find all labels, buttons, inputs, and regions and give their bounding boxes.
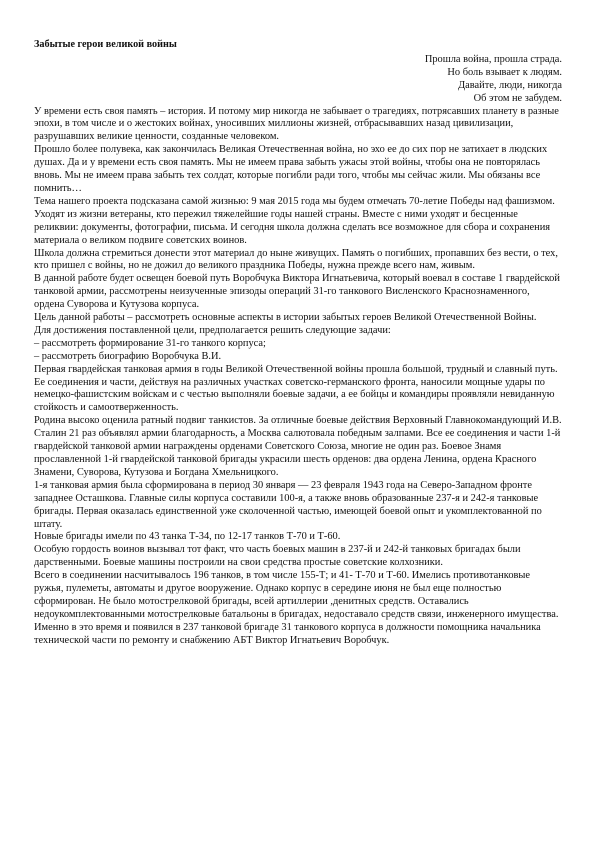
paragraph: Цель данной работы – рассмотреть основные аспекты в истории забытых героев Великой Отечественной Войны. — [34, 312, 537, 324]
paragraph: Новые бригады имели по 43 танка Т-34, по 12-17 танков Т-70 и Т-60. — [34, 531, 341, 543]
paragraph: У времени есть своя память – история. И потому мир никогда не забывает о трагедиях, потрясавших планету в разные эпохи, в том числе и о жестоких войнах, уносивших миллионы жизней, отбрасывавших назад цивилизации, разрушавших великие ценности, созданные человеком. — [34, 105, 559, 143]
paragraph: Особую гордость воинов вызывал тот факт, что часть боевых машин в 237-й и 242-й танковых бригадах были дарственными. Боевые машины построили на свои средства простые советские колхозники. — [34, 544, 521, 569]
paragraph: Для достижения поставленной цели, предполагается решить следующие задачи: — [34, 324, 391, 336]
document-title: Забытые герои великой войны — [34, 39, 177, 50]
epigraph — [34, 54, 562, 106]
epigraph-line: Давайте, люди, никогда — [458, 79, 562, 91]
list-item: – рассмотреть биографию Воробчука В.И. — [34, 350, 222, 362]
epigraph-line: Прошла война, прошла страда. — [424, 53, 562, 65]
paragraph: Всего в соединении насчитывалось 196 танков, в том числе 155-Т; и 41- Т-70 и Т-60. Имелись противотанковые ружья, пулеметы, автоматы и другое вооружение. Однако корпус в середине июня не был еще полностью сформирован. Не было мотострелковой бригады, всей артиллерии ,денитных средств. Оставались недоукомплектованными мотострелковые батальоны в бригадах, недоставало средств связи, инженерного имущества. — [34, 570, 559, 620]
document-page — [34, 39, 562, 648]
list-item: – рассмотреть формирование 31-го танкого корпуса; — [34, 337, 266, 349]
paragraph: Тема нашего проекта подсказана самой жизнью: 9 мая 2015 года мы будем отмечать 70-летие Победы над фашизмом. Уходят из жизни ветераны, кто пережил тяжелейшие годы нашей страны. Вместе с ними уходят и бесценные реликвии: документы, фотографии, письма. И сегодня школа должна сделать все возможное для сбора и сохранения материала о великом подвиге советских воинов. — [34, 195, 555, 246]
paragraph: В данной работе будет освещен боевой путь Воробчука Виктора Игнатьевича, который воевал в составе 1 гвардейской танковой армии, рассмотрены неизученные эпизоды операций 31-го танкового Висленского Краснознаменного, ордена Суворова и Кутузова корпуса. — [34, 273, 560, 311]
paragraph: Именно в это время и появился в 237 танковой бригаде 31 танкового корпуса в должности помощника начальника технической части по ремонту и снабжению АБТ Виктор Игнатьевич Воробчук. — [34, 621, 541, 646]
paragraph: Прошло более полувека, как закончилась Великая Отечественная война, но эхо ее до сих пор не затихает в людских душах. Да и у времени есть своя память. Мы не имеем права забыть ужасы этой войны, чтобы она не повторялась вновь. Мы не имеем права забыть тех солдат, которые погибли ради того, чтобы мы сейчас жили. Мы обязаны все помнить… — [34, 144, 548, 194]
paragraph: Родина высоко оценила ратный подвиг танкистов. За отличные боевые действия Верховный Главнокомандующий И.В. Сталин 21 раз объявлял армии благодарность, а Москва салютовала победным залпами. Все ее соединения и части 1-й гвардейской танковой армии награждены орденами Советского Союза, многие не один раз. Боевое Знамя прославленной 1-й гвардейской танковой бригады украсили шесть орденов: два ордена Ленина, ордена Красного Знамени, Суворова, Кутузова и Богдана Хмельницкого. — [34, 415, 562, 478]
epigraph-line: Но боль взывает к людям. — [447, 66, 562, 78]
paragraph: 1-я танковая армия была сформирована в период 30 января — 23 февраля 1943 года на Северо-Западном фронте западнее Осташкова. Главные силы корпуса составили 100-я, а также вновь образованные 237-я и 242-я танковые бригады. Первая оказалась единственной уже сколоченной частью, имеющей боевой опыт и укомплектованной по штату. — [34, 479, 542, 530]
paragraph: Первая гвардейская танковая армия в годы Великой Отечественной войны прошла большой, трудный и славный путь. Ее соединения и части, действуя на различных участках советско-германского фронта, наносили мощные удары по немецко-фашистским войскам и с честью выполняли боевые задачи, а ее бойцы и командиры проявляли невиданную стойкость и самоотверженность. — [34, 363, 558, 414]
epigraph-line: Об этом не забудем. — [473, 92, 562, 104]
paragraph: Школа должна стремиться донести этот материал до ныне живущих. Память о погибших, пропавших без вести, о тех, кто пришел с войны, но не дожил до великого праздника Победы, нужна прежде всего нам, живым. — [34, 247, 558, 272]
